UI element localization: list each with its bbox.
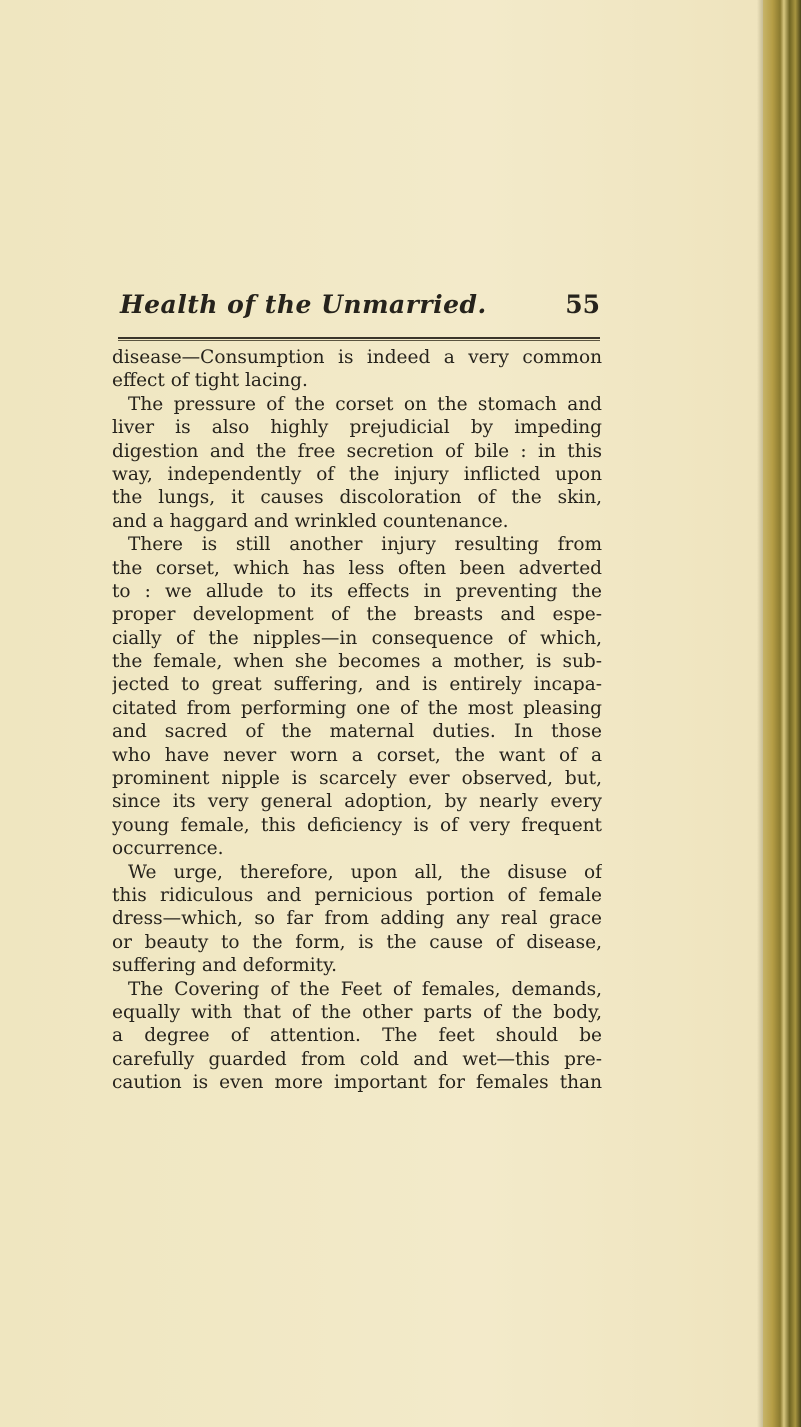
text-line: and sacred of the maternal duties. In those	[112, 721, 602, 743]
text-line: the corset, which has less often been adverted	[112, 557, 602, 579]
text-line: There is still another injury resulting from	[128, 534, 602, 556]
text-line: the lungs, it causes discoloration of the skin,	[112, 487, 602, 509]
text-line: The Covering of the Feet of females, demands,	[128, 978, 602, 1000]
text-line: proper development of the breasts and espe-	[112, 604, 602, 626]
text-line: the female, when she becomes a mother, is sub-	[112, 651, 602, 673]
text-line: disease—Consumption is indeed a very common	[112, 347, 602, 368]
page-header	[120, 290, 600, 330]
text-line: who have never worn a corset, the want of a	[112, 744, 602, 766]
text-line: and a haggard and wrinkled countenance.	[112, 510, 509, 532]
text-line: a degree of attention. The feet should be	[112, 1025, 602, 1047]
text-line: carefully guarded from cold and wet—this pre-	[112, 1048, 602, 1070]
text-line: this ridiculous and pernicious portion of female	[112, 884, 602, 906]
body-text	[112, 346, 602, 1095]
text-line: citated from performing one of the most pleasing	[112, 697, 602, 719]
text-line: way, independently of the injury inflicted upon	[112, 463, 602, 485]
header-rule	[118, 337, 600, 341]
text-line: We urge, therefore, upon all, the disuse of	[128, 861, 602, 883]
text-line: occurrence.	[112, 838, 224, 860]
text-line: young female, this deficiency is of very frequent	[112, 814, 602, 836]
text-line: cially of the nipples—in consequence of which,	[112, 627, 602, 649]
text-line: jected to great suffering, and is entirely incapa-	[112, 674, 602, 696]
text-line: liver is also highly prejudicial by impeding	[112, 417, 602, 439]
text-line: caution is even more important for females than	[112, 1072, 602, 1094]
text-line: digestion and the free secretion of bile : in this	[112, 440, 602, 462]
text-line: The pressure of the corset on the stomach and	[128, 393, 602, 415]
text-line: to : we allude to its effects in preventing the	[112, 580, 602, 602]
book-spine-edge	[763, 0, 801, 1427]
running-title: Health of the Unmarried.	[120, 290, 487, 319]
text-line: prominent nipple is scarcely ever observed, but,	[112, 768, 602, 790]
text-line: suffering and deformity.	[112, 955, 337, 977]
text-line: since its very general adoption, by nearly every	[112, 791, 602, 813]
page-number: 55	[565, 290, 600, 319]
text-line: equally with that of the other parts of the body,	[112, 1001, 602, 1023]
text-line: effect of tight lacing.	[112, 370, 308, 392]
text-line: dress—which, so far from adding any real grace	[112, 908, 602, 930]
text-line: or beauty to the form, is the cause of disease,	[112, 931, 602, 953]
